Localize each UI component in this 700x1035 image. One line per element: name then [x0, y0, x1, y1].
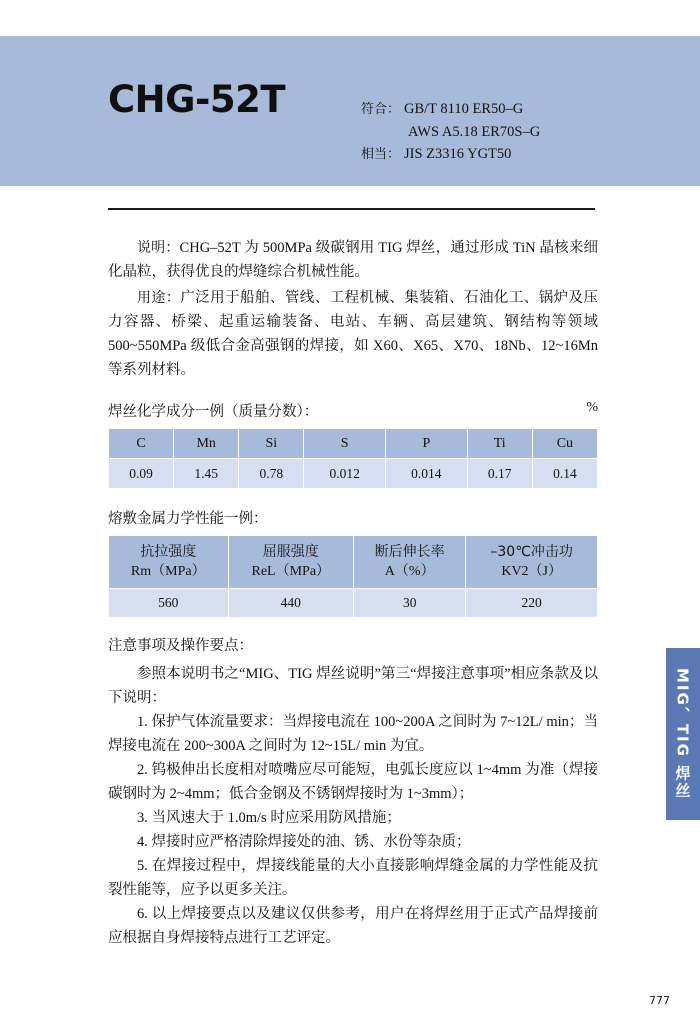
- standard-label: 符合：: [360, 102, 400, 117]
- usage-label: 用途：: [137, 290, 181, 306]
- note-list-item: 4. 焊接时应严格清除焊接处的油、锈、水份等杂质；: [137, 834, 471, 850]
- header-line-2: Rm（MPa）: [130, 564, 206, 579]
- table-header-cell: [354, 536, 466, 589]
- table-header-cell: S: [304, 429, 386, 459]
- side-tab-label: MIG、TIG 焊丝: [673, 668, 692, 800]
- standard-row: [338, 121, 598, 143]
- table-cell: 220: [466, 589, 598, 618]
- table-header-row: [109, 429, 598, 459]
- standard-value: GB/T 8110 ER50–G: [404, 101, 524, 117]
- usage-text: 广泛用于船舶、管线、工程机械、集装箱、石油化工、锅炉及压力容器、桥梁、起重运输装备、电站、车辆、高层建筑、钢结构等领域 500~550MPa 级低合金高强钢的焊接，如 X60、X65、X70、18Nb、12~16Mn 等系列材料。: [108, 290, 599, 378]
- chem-title: 焊丝化学成分一例（质量分数）：: [108, 404, 319, 420]
- table-header-cell: [466, 536, 598, 589]
- table-row: [109, 459, 598, 489]
- note-list-item: 6. 以上焊接要点以及建议仅供参考，用户在将焊丝用于正式产品焊接前应根据自身焊接特点进行工艺评定。: [108, 906, 598, 946]
- chemical-composition-table: [108, 428, 598, 489]
- header-line-1: –30℃冲击功: [490, 544, 573, 560]
- table-header-cell: [228, 536, 354, 589]
- table-header-cell: Mn: [174, 429, 239, 459]
- standard-label: 相当：: [360, 147, 400, 162]
- header-line-2: ReL（MPa）: [251, 564, 331, 579]
- standard-row: [338, 143, 598, 166]
- table-header-cell: Si: [239, 429, 304, 459]
- header-line-1: 屈服强度: [262, 544, 319, 560]
- header-line-1: 抗拉强度: [140, 544, 197, 560]
- table-cell: 30: [354, 589, 466, 618]
- table-cell: 0.014: [386, 459, 468, 489]
- table-header-row: [109, 536, 598, 589]
- usage-paragraph: [108, 286, 598, 382]
- standard-value: JIS Z3316 YGT50: [404, 146, 512, 162]
- table-header-cell: [109, 536, 229, 589]
- notes-section: [108, 634, 598, 950]
- table-header-cell: Ti: [467, 429, 532, 459]
- table-header-cell: C: [109, 429, 174, 459]
- note-list-item: 1. 保护气体流量要求：当焊接电流在 100~200A 之间时为 7~12L/ min；当焊接电流在 200~300A 之间时为 12~15L/ min 为宜。: [108, 714, 598, 754]
- description-paragraph: [108, 236, 598, 284]
- header-line-2: KV2（J）: [501, 564, 562, 579]
- standard-row: [338, 98, 598, 121]
- section-side-tab: [666, 648, 700, 820]
- table-cell: 0.012: [304, 459, 386, 489]
- notes-intro: 参照本说明书之“MIG、TIG 焊丝说明”第三“焊接注意事项”相应条款及以下说明：: [108, 666, 598, 706]
- notes-heading: 注意事项及操作要点：: [108, 638, 253, 654]
- document-content: [108, 236, 598, 950]
- table-row: [109, 589, 598, 618]
- description-label: 说明：: [137, 240, 180, 256]
- page-number: 777: [649, 994, 670, 1007]
- table-cell: 0.14: [532, 459, 597, 489]
- table-cell: 560: [109, 589, 229, 618]
- chem-unit: %: [586, 400, 598, 415]
- page-title: CHG-52T: [108, 78, 286, 121]
- table-cell: 0.78: [239, 459, 304, 489]
- standard-value: AWS A5.18 ER70S–G: [408, 124, 541, 140]
- mech-section-heading: [108, 507, 598, 528]
- table-cell: 440: [228, 589, 354, 618]
- table-header-cell: P: [386, 429, 468, 459]
- note-list-item: 3. 当风速大于 1.0m/s 时应采用防风措施；: [137, 810, 401, 826]
- table-header-cell: Cu: [532, 429, 597, 459]
- table-cell: 0.17: [467, 459, 532, 489]
- mech-title: 熔敷金属力学性能一例：: [108, 511, 268, 527]
- mechanical-properties-table: [108, 535, 598, 618]
- table-cell: 1.45: [174, 459, 239, 489]
- standards-block: [338, 98, 598, 166]
- chem-section-heading: [108, 400, 598, 421]
- description-text: CHG–52T 为 500MPa 级碳钢用 TIG 焊丝，通过形成 TiN 晶核来细化晶粒，获得优良的焊缝综合机械性能。: [108, 240, 599, 280]
- header-line-2: A（%）: [384, 564, 435, 579]
- table-cell: 0.09: [109, 459, 174, 489]
- title-divider: [108, 208, 595, 210]
- note-list-item: 2. 钨极伸出长度相对喷嘴应尽可能短，电弧长度应以 1~4mm 为准（焊接碳钢时为 2~4mm；低合金钢及不锈钢焊接时为 1~3mm）；: [108, 762, 598, 802]
- header-line-1: 断后伸长率: [374, 544, 445, 560]
- note-list-item: 5. 在焊接过程中，焊接线能量的大小直接影响焊缝金属的力学性能及抗裂性能等，应予以更多关注。: [108, 858, 598, 898]
